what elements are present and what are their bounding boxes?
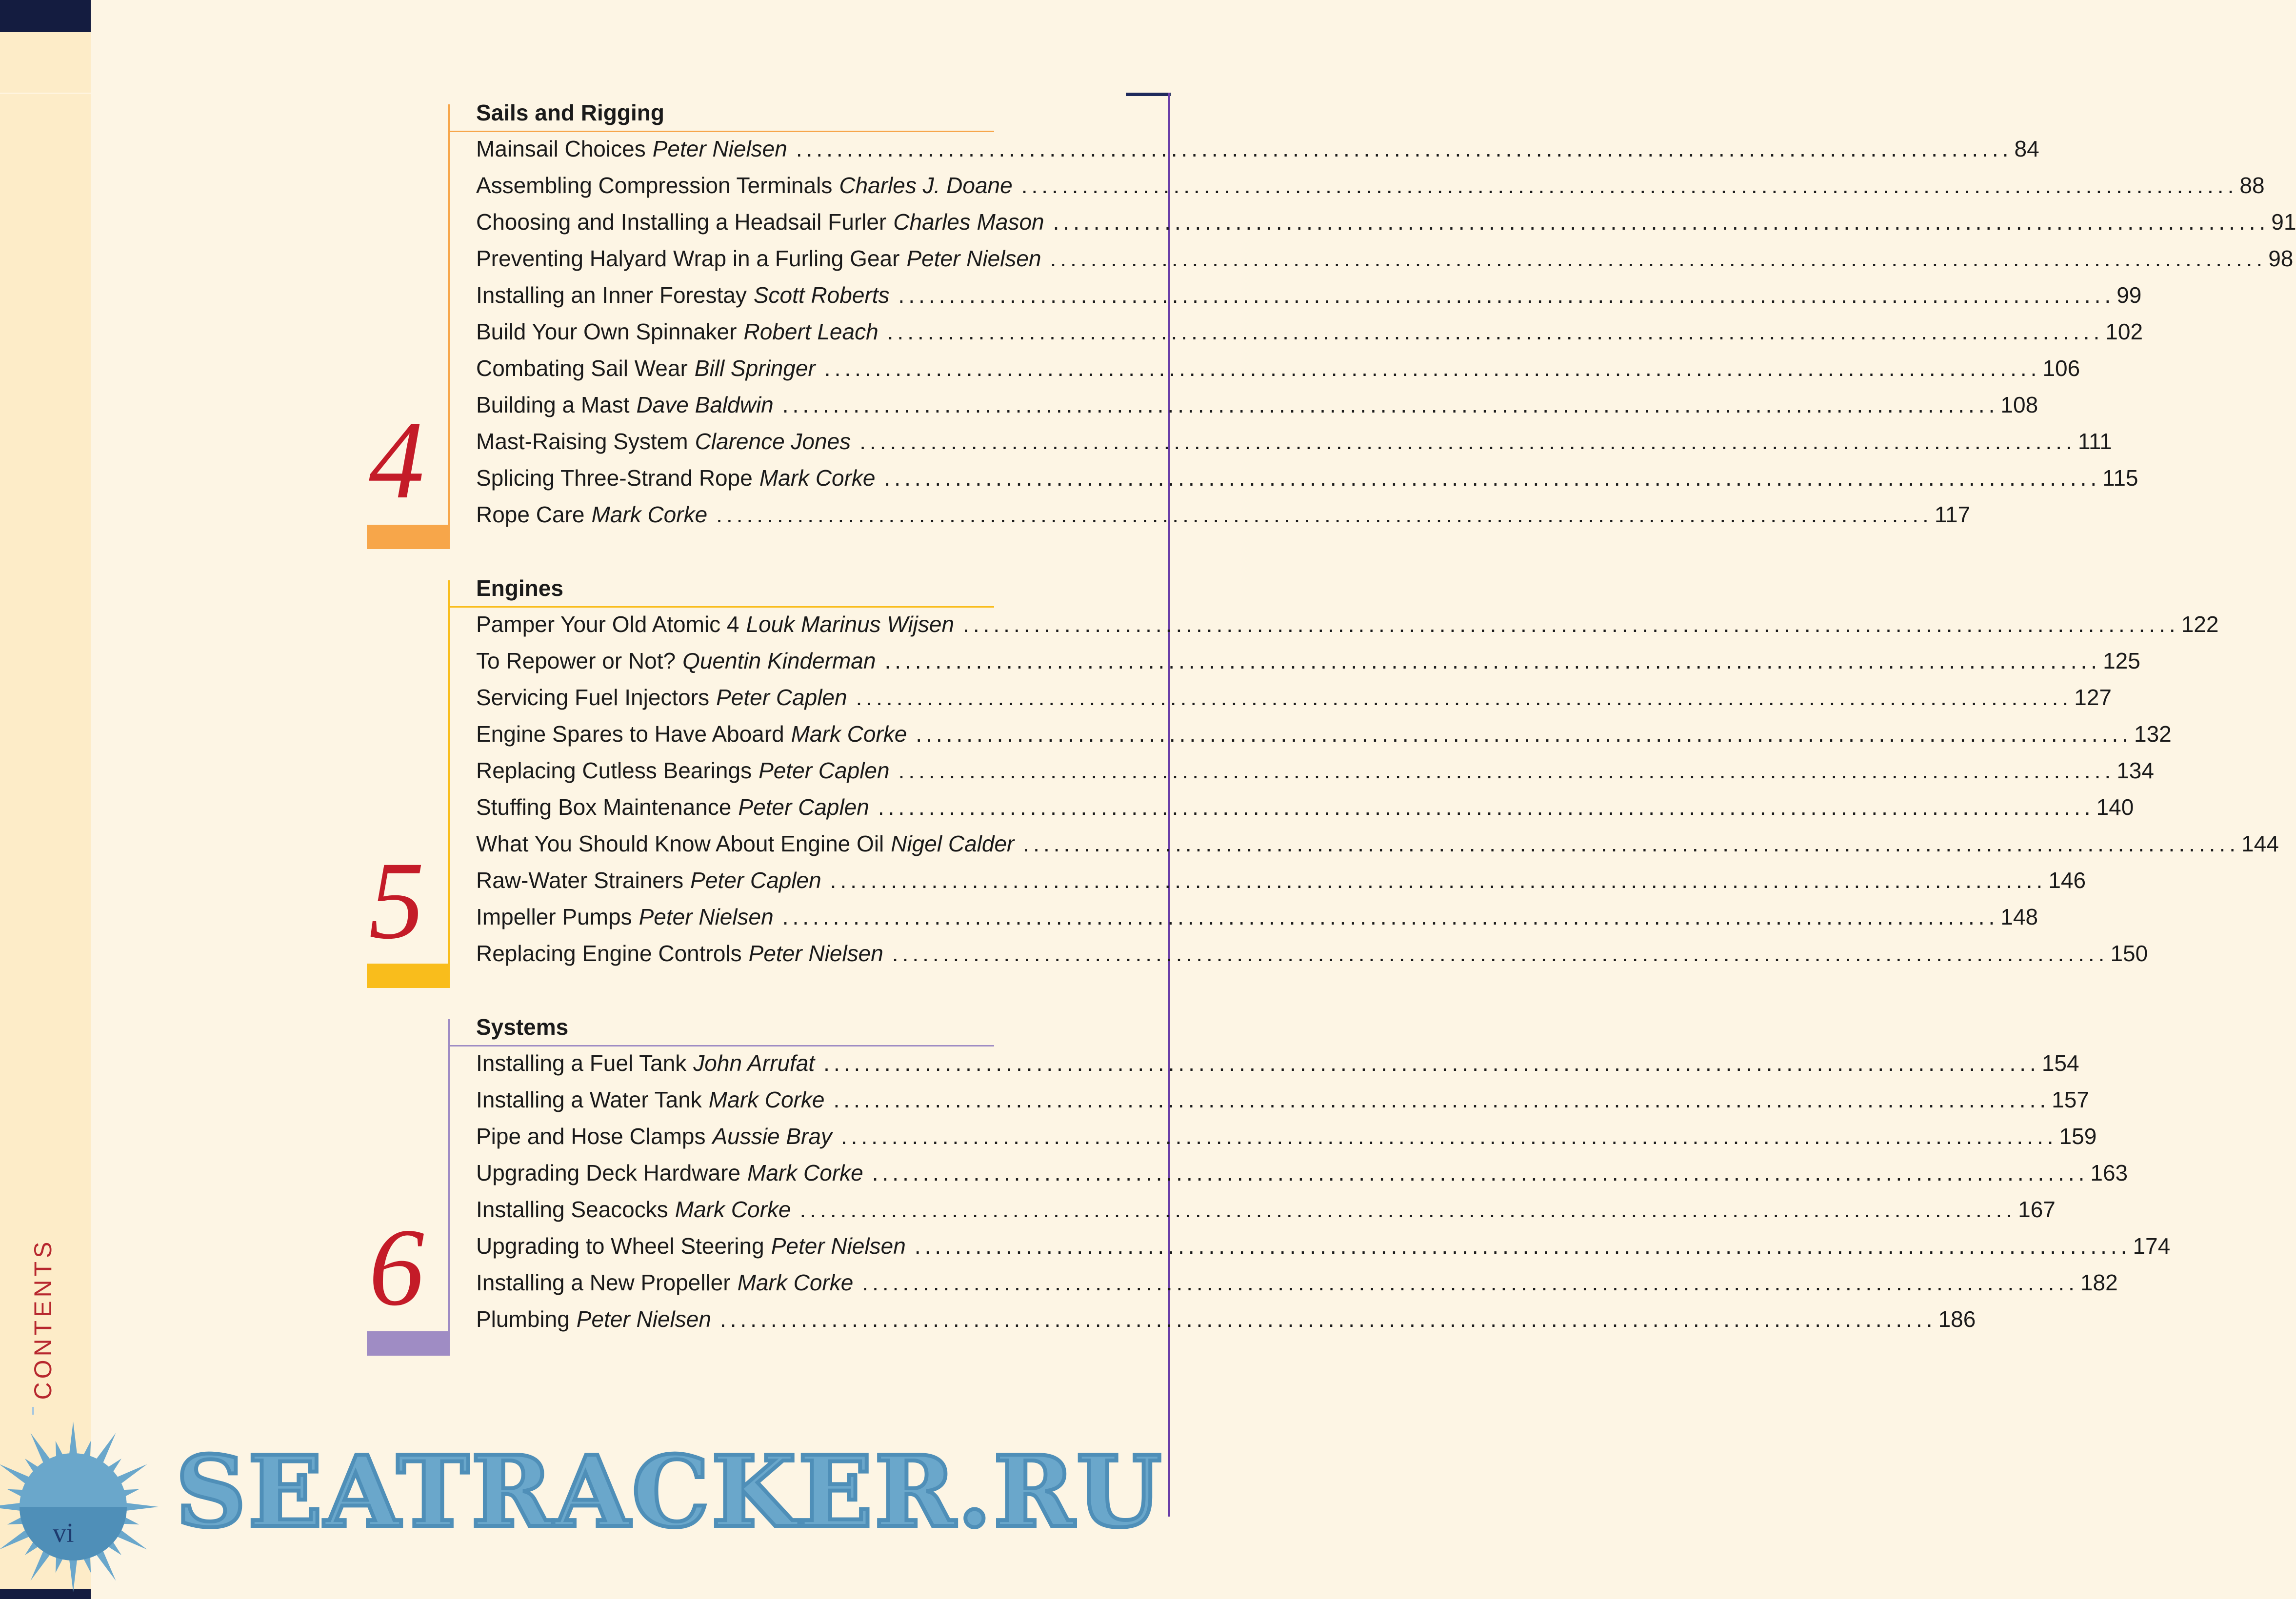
toc-entry[interactable] bbox=[476, 428, 2112, 465]
toc-entry[interactable] bbox=[476, 501, 1971, 538]
dot-leader: ........................................................................................................................ bbox=[824, 355, 2041, 381]
contents-tick bbox=[32, 1407, 34, 1415]
dot-leader: ........................................................................................................................ bbox=[830, 868, 2047, 893]
entry-page-number: 106 bbox=[2042, 355, 2080, 381]
entry-title: Assembling Compression Terminals bbox=[476, 173, 833, 198]
entry-page-number: 125 bbox=[2103, 648, 2140, 673]
entry-page-number: 84 bbox=[2014, 136, 2039, 161]
toc-entry[interactable] bbox=[476, 465, 2138, 501]
dot-leader: ........................................................................................................................ bbox=[884, 465, 2101, 491]
entry-author: Mark Corke bbox=[675, 1197, 791, 1222]
dot-leader: ........................................................................................................................ bbox=[862, 1270, 2078, 1295]
entry-title: Installing a Water Tank bbox=[476, 1087, 702, 1112]
entry-page-number: 174 bbox=[2133, 1233, 2171, 1259]
entry-page-number: 127 bbox=[2074, 685, 2112, 710]
section-title: Engines bbox=[476, 575, 563, 601]
entry-title: To Repower or Not? bbox=[476, 648, 676, 673]
entry-author: Mark Corke bbox=[759, 465, 876, 491]
watermark-text: SEATRACKER.RU bbox=[176, 1435, 1164, 1549]
contents-label bbox=[28, 1239, 58, 1400]
toc-entry[interactable] bbox=[476, 757, 2154, 794]
entry-page-number: 186 bbox=[1938, 1306, 1976, 1332]
dot-leader: ........................................................................................................................ bbox=[1023, 831, 2240, 856]
toc-entry[interactable] bbox=[476, 1050, 2079, 1086]
section-vertical-rule bbox=[448, 104, 450, 549]
toc-entry[interactable] bbox=[476, 245, 2294, 282]
strip-divider bbox=[0, 93, 91, 94]
entry-author: Robert Leach bbox=[743, 319, 878, 344]
dot-leader: ........................................................................................................................ bbox=[914, 1233, 2131, 1259]
entry-page-number: 167 bbox=[2018, 1197, 2056, 1222]
entry-title: Impeller Pumps bbox=[476, 904, 632, 929]
contents-text: CONTENTS bbox=[29, 1238, 57, 1400]
entry-page-number: 157 bbox=[2052, 1087, 2089, 1112]
section-title: Systems bbox=[476, 1014, 569, 1040]
dot-leader: ........................................................................................................................ bbox=[1053, 209, 2270, 235]
dot-leader: ........................................................................................................................ bbox=[884, 648, 2101, 673]
entry-author: Quentin Kinderman bbox=[682, 648, 876, 673]
entry-author: Charles Mason bbox=[893, 209, 1044, 235]
entry-author: Peter Nielsen bbox=[652, 136, 787, 161]
entry-page-number: 117 bbox=[1934, 502, 1971, 527]
toc-entry[interactable] bbox=[476, 721, 2172, 757]
entry-title: Combating Sail Wear bbox=[476, 355, 688, 381]
section-title-rule bbox=[449, 1045, 994, 1046]
dot-leader: ........................................................................................................................ bbox=[799, 1197, 2016, 1222]
entry-page-number: 122 bbox=[2181, 612, 2219, 637]
entry-title: Pipe and Hose Clamps bbox=[476, 1124, 706, 1149]
entry-title: Upgrading Deck Hardware bbox=[476, 1160, 741, 1185]
toc-entry[interactable] bbox=[476, 172, 2265, 209]
corner-block bbox=[0, 0, 91, 32]
entry-title: Mainsail Choices bbox=[476, 136, 646, 161]
dot-leader: ........................................................................................................................ bbox=[719, 1306, 1937, 1332]
dot-leader: ........................................................................................................................ bbox=[796, 136, 2013, 161]
entry-title: Engine Spares to Have Aboard bbox=[476, 721, 784, 747]
entry-title: Stuffing Box Maintenance bbox=[476, 794, 732, 820]
entry-page-number: 182 bbox=[2080, 1270, 2118, 1295]
entry-author: Bill Springer bbox=[694, 355, 816, 381]
section-title-rule bbox=[449, 606, 994, 608]
entry-author: Charles J. Doane bbox=[839, 173, 1013, 198]
sun-ray bbox=[69, 1556, 78, 1592]
toc-entry[interactable] bbox=[476, 904, 2038, 940]
dot-leader: ........................................................................................................................ bbox=[878, 794, 2095, 820]
dot-leader: ........................................................................................................................ bbox=[823, 1050, 2040, 1076]
entry-title: Preventing Halyard Wrap in a Furling Gear bbox=[476, 246, 900, 271]
section-title-rule bbox=[449, 131, 994, 132]
entry-page-number: 146 bbox=[2048, 868, 2086, 893]
entry-title: Raw-Water Strainers bbox=[476, 868, 684, 893]
entry-title: Mast-Raising System bbox=[476, 429, 688, 454]
entry-page-number: 159 bbox=[2059, 1124, 2097, 1149]
dot-leader: ........................................................................................................................ bbox=[916, 721, 2133, 747]
entry-author: Peter Caplen bbox=[738, 794, 869, 820]
entry-title: Choosing and Installing a Headsail Furler bbox=[476, 209, 887, 235]
toc-entry[interactable] bbox=[476, 1196, 2056, 1233]
entry-author: Peter Nielsen bbox=[906, 246, 1041, 271]
toc-entry[interactable] bbox=[476, 1306, 1976, 1342]
entry-author: Mark Corke bbox=[708, 1087, 825, 1112]
entry-author: Aussie Bray bbox=[712, 1124, 832, 1149]
toc-entry[interactable] bbox=[476, 684, 2112, 721]
dot-leader: ........................................................................................................................ bbox=[1021, 173, 2238, 198]
toc-entry[interactable] bbox=[476, 794, 2134, 830]
entry-page-number: 102 bbox=[2105, 319, 2143, 344]
toc-entry[interactable] bbox=[476, 1233, 2171, 1269]
dot-leader: ........................................................................................................................ bbox=[782, 392, 1999, 417]
entry-author: Peter Caplen bbox=[690, 868, 821, 893]
entry-page-number: 115 bbox=[2102, 465, 2138, 491]
toc-entry[interactable] bbox=[476, 940, 2148, 977]
toc-entry[interactable] bbox=[476, 209, 2296, 245]
toc-entry[interactable] bbox=[476, 282, 2142, 318]
entry-title: Replacing Cutless Bearings bbox=[476, 758, 752, 783]
entry-page-number: 134 bbox=[2116, 758, 2154, 783]
entry-author: Mark Corke bbox=[737, 1270, 854, 1295]
section-vertical-rule bbox=[448, 580, 450, 988]
entry-page-number: 148 bbox=[2000, 904, 2038, 929]
toc-entry[interactable] bbox=[476, 1086, 2089, 1123]
entry-author: Louk Marinus Wijsen bbox=[746, 612, 955, 637]
entry-page-number: 98 bbox=[2268, 246, 2294, 271]
section-number: 4 bbox=[369, 399, 424, 522]
entry-title: Plumbing bbox=[476, 1306, 570, 1332]
toc-entry[interactable] bbox=[476, 867, 2086, 904]
dot-leader: ........................................................................................................................ bbox=[887, 319, 2104, 344]
entry-author: Peter Nielsen bbox=[771, 1233, 906, 1259]
dot-leader: ........................................................................................................................ bbox=[892, 941, 2109, 966]
dot-leader: ........................................................................................................................ bbox=[898, 282, 2115, 308]
entry-title: Rope Care bbox=[476, 502, 585, 527]
entry-page-number: 154 bbox=[2041, 1050, 2079, 1076]
entry-title: Splicing Three-Strand Rope bbox=[476, 465, 753, 491]
sun-ray bbox=[69, 1421, 78, 1458]
section-number: 6 bbox=[369, 1206, 424, 1329]
right-bracket-top bbox=[1126, 93, 1171, 96]
entry-title: Installing Seacocks bbox=[476, 1197, 668, 1222]
toc-entry[interactable] bbox=[476, 1160, 2128, 1196]
dot-leader: ........................................................................................................................ bbox=[833, 1087, 2050, 1112]
entry-author: Peter Nielsen bbox=[748, 941, 883, 966]
entry-title: Build Your Own Spinnaker bbox=[476, 319, 737, 344]
entry-page-number: 144 bbox=[2241, 831, 2279, 856]
sun-logo-icon bbox=[0, 1414, 185, 1599]
entry-author: Peter Caplen bbox=[716, 685, 847, 710]
dot-leader: ........................................................................................................................ bbox=[872, 1160, 2089, 1185]
section-color-block bbox=[367, 525, 450, 549]
dot-leader: ........................................................................................................................ bbox=[840, 1124, 2057, 1149]
entry-title: Installing an Inner Forestay bbox=[476, 282, 747, 308]
dot-leader: ........................................................................................................................ bbox=[898, 758, 2115, 783]
entry-page-number: 91 bbox=[2271, 209, 2296, 235]
toc-entry[interactable] bbox=[476, 1269, 2118, 1306]
entry-page-number: 99 bbox=[2116, 282, 2142, 308]
toc-entry[interactable] bbox=[476, 830, 2279, 867]
dot-leader: ........................................................................................................................ bbox=[856, 685, 2073, 710]
entry-title: Servicing Fuel Injectors bbox=[476, 685, 710, 710]
section-color-block bbox=[367, 964, 450, 988]
entry-author: John Arrufat bbox=[693, 1050, 815, 1076]
entry-page-number: 150 bbox=[2110, 941, 2148, 966]
entry-title: Building a Mast bbox=[476, 392, 630, 417]
entry-title: What You Should Know About Engine Oil bbox=[476, 831, 884, 856]
dot-leader: ........................................................................................................................ bbox=[859, 429, 2076, 454]
entry-page-number: 88 bbox=[2239, 173, 2265, 198]
dot-leader: ........................................................................................................................ bbox=[963, 612, 2179, 637]
entry-title: Installing a Fuel Tank bbox=[476, 1050, 687, 1076]
entry-title: Pamper Your Old Atomic 4 bbox=[476, 612, 739, 637]
section-number: 5 bbox=[369, 839, 424, 962]
entry-title: Upgrading to Wheel Steering bbox=[476, 1233, 764, 1259]
toc-entry[interactable] bbox=[476, 1123, 2097, 1160]
section-vertical-rule bbox=[448, 1019, 450, 1356]
toc-entry[interactable] bbox=[476, 318, 2143, 355]
entry-author: Scott Roberts bbox=[753, 282, 890, 308]
entry-page-number: 163 bbox=[2090, 1160, 2128, 1185]
entry-author: Clarence Jones bbox=[695, 429, 851, 454]
entry-author: Nigel Calder bbox=[891, 831, 1015, 856]
toc-entry[interactable] bbox=[476, 611, 2219, 648]
entry-author: Dave Baldwin bbox=[636, 392, 774, 417]
entry-author: Peter Caplen bbox=[759, 758, 890, 783]
section-color-block bbox=[367, 1331, 450, 1356]
toc-entry[interactable] bbox=[476, 355, 2080, 392]
dot-leader: ........................................................................................................................ bbox=[782, 904, 1999, 929]
entry-title: Installing a New Propeller bbox=[476, 1270, 731, 1295]
sun-ray bbox=[122, 1502, 159, 1511]
section-title: Sails and Rigging bbox=[476, 100, 664, 125]
entry-page-number: 140 bbox=[2096, 794, 2134, 820]
entry-page-number: 111 bbox=[2077, 429, 2112, 454]
dot-leader: ........................................................................................................................ bbox=[1050, 246, 2267, 271]
page-number: vi bbox=[53, 1518, 74, 1548]
toc-entry[interactable] bbox=[476, 392, 2038, 428]
toc-entry[interactable] bbox=[476, 648, 2140, 684]
entry-page-number: 132 bbox=[2134, 721, 2172, 747]
dot-leader: ........................................................................................................................ bbox=[716, 502, 1933, 527]
entry-author: Mark Corke bbox=[747, 1160, 863, 1185]
entry-author: Peter Nielsen bbox=[576, 1306, 711, 1332]
entry-title: Replacing Engine Controls bbox=[476, 941, 742, 966]
entry-author: Mark Corke bbox=[791, 721, 907, 747]
entry-author: Peter Nielsen bbox=[639, 904, 774, 929]
toc-entry[interactable] bbox=[476, 136, 2039, 172]
entry-page-number: 108 bbox=[2000, 392, 2038, 417]
entry-author: Mark Corke bbox=[591, 502, 708, 527]
